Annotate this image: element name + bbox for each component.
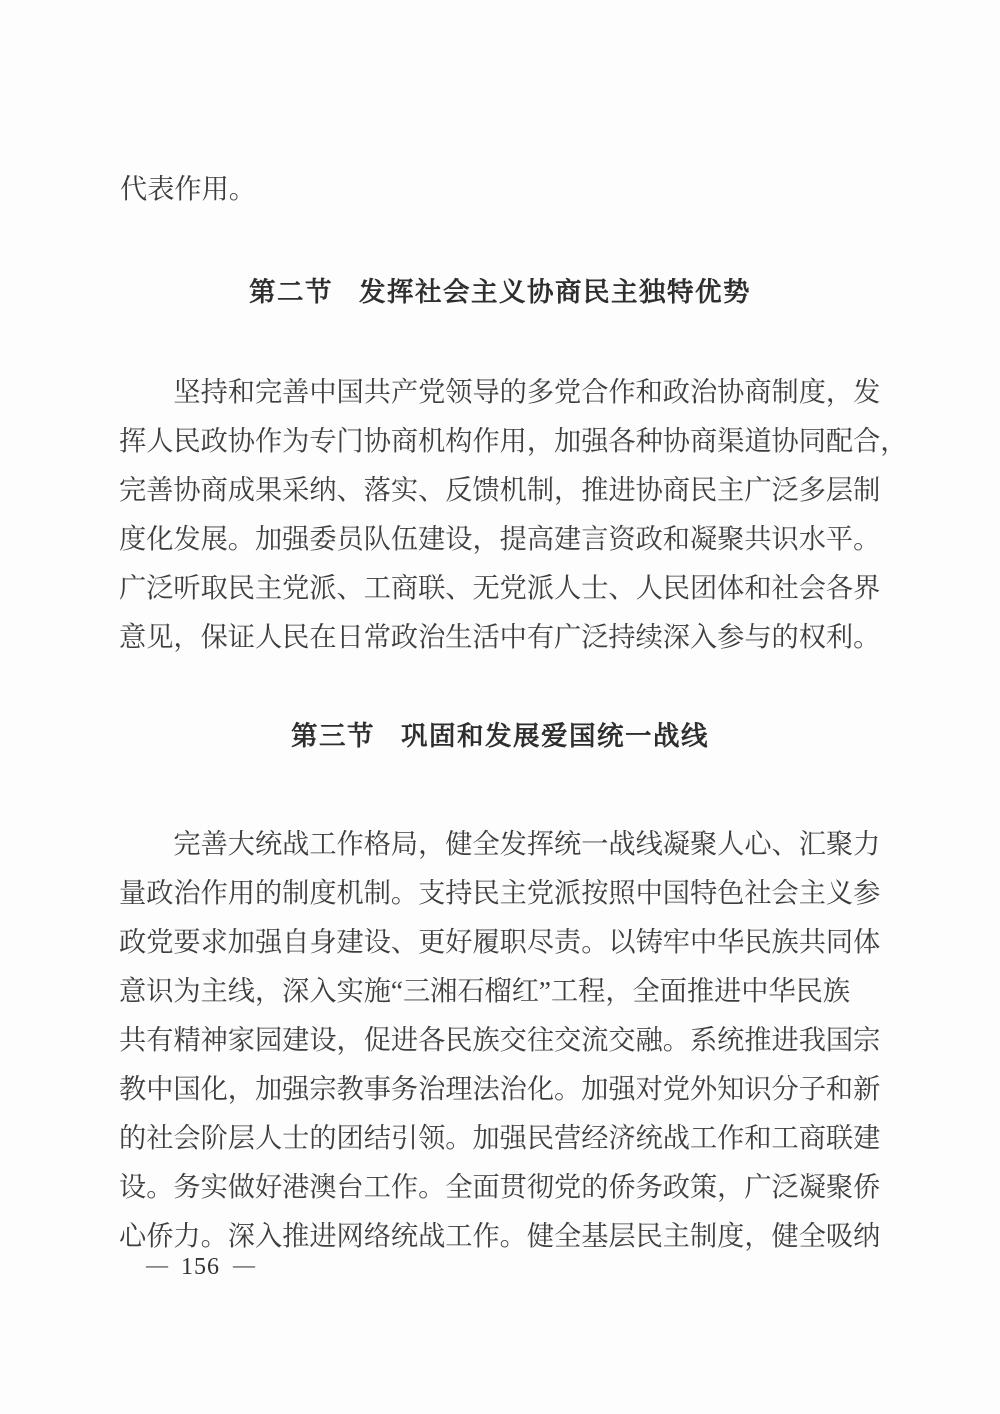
text-line: 心侨力。深入推进网络统战工作。健全基层民主制度，健全吸纳 bbox=[119, 1221, 881, 1251]
section-3-heading-number: 第三节 bbox=[291, 721, 375, 751]
section-3-heading bbox=[0, 714, 1000, 753]
text-line: 共有精神家园建设，促进各民族交往交流交融。系统推进我国宗 bbox=[119, 1025, 881, 1055]
text-line: 完善协商成果采纳、落实、反馈机制，推进协商民主广泛多层制 bbox=[119, 475, 881, 505]
section-2-paragraph bbox=[119, 368, 908, 662]
footer-dash-right: — bbox=[233, 1252, 255, 1277]
footer-dash-left: — bbox=[146, 1252, 168, 1277]
section-2-heading-number: 第二节 bbox=[249, 277, 333, 307]
section-2-heading-title: 发挥社会主义协商民主独特优势 bbox=[359, 277, 751, 307]
text-line: 意见，保证人民在日常政治生活中有广泛持续深入参与的权利。 bbox=[119, 622, 881, 652]
text-line: 设。务实做好港澳台工作。全面贯彻党的侨务政策，广泛凝聚侨 bbox=[119, 1172, 881, 1202]
page-footer bbox=[146, 1254, 255, 1281]
text-line: 意识为主线，深入实施“三湘石榴红”工程，全面推进中华民族 bbox=[119, 976, 851, 1006]
section-3-paragraph bbox=[119, 820, 883, 1261]
text-line: 度化发展。加强委员队伍建设，提高建言资政和凝聚共识水平。 bbox=[119, 524, 881, 554]
section-3-heading-title: 巩固和发展爱国统一战线 bbox=[401, 721, 709, 751]
page-number: 156 bbox=[181, 1254, 220, 1280]
section-2-heading bbox=[0, 270, 1000, 309]
paragraph-continuation-line: 代表作用。 bbox=[120, 174, 256, 204]
text-line: 的社会阶层人士的团结引领。加强民营经济统战工作和工商联建 bbox=[119, 1123, 881, 1153]
text-line: 量政治作用的制度机制。支持民主党派按照中国特色社会主义参 bbox=[119, 878, 881, 908]
text-line: 政党要求加强自身建设、更好履职尽责。以铸牢中华民族共同体 bbox=[119, 927, 881, 957]
text-line: 教中国化，加强宗教事务治理法治化。加强对党外知识分子和新 bbox=[119, 1074, 881, 1104]
text-line: 挥人民政协作为专门协商机构作用，加强各种协商渠道协同配合， bbox=[119, 426, 908, 456]
text-line: 坚持和完善中国共产党领导的多党合作和政治协商制度，发 bbox=[173, 377, 881, 407]
text-line: 完善大统战工作格局，健全发挥统一战线凝聚人心、汇聚力 bbox=[173, 829, 881, 859]
text-line: 广泛听取民主党派、工商联、无党派人士、人民团体和社会各界 bbox=[119, 573, 881, 603]
